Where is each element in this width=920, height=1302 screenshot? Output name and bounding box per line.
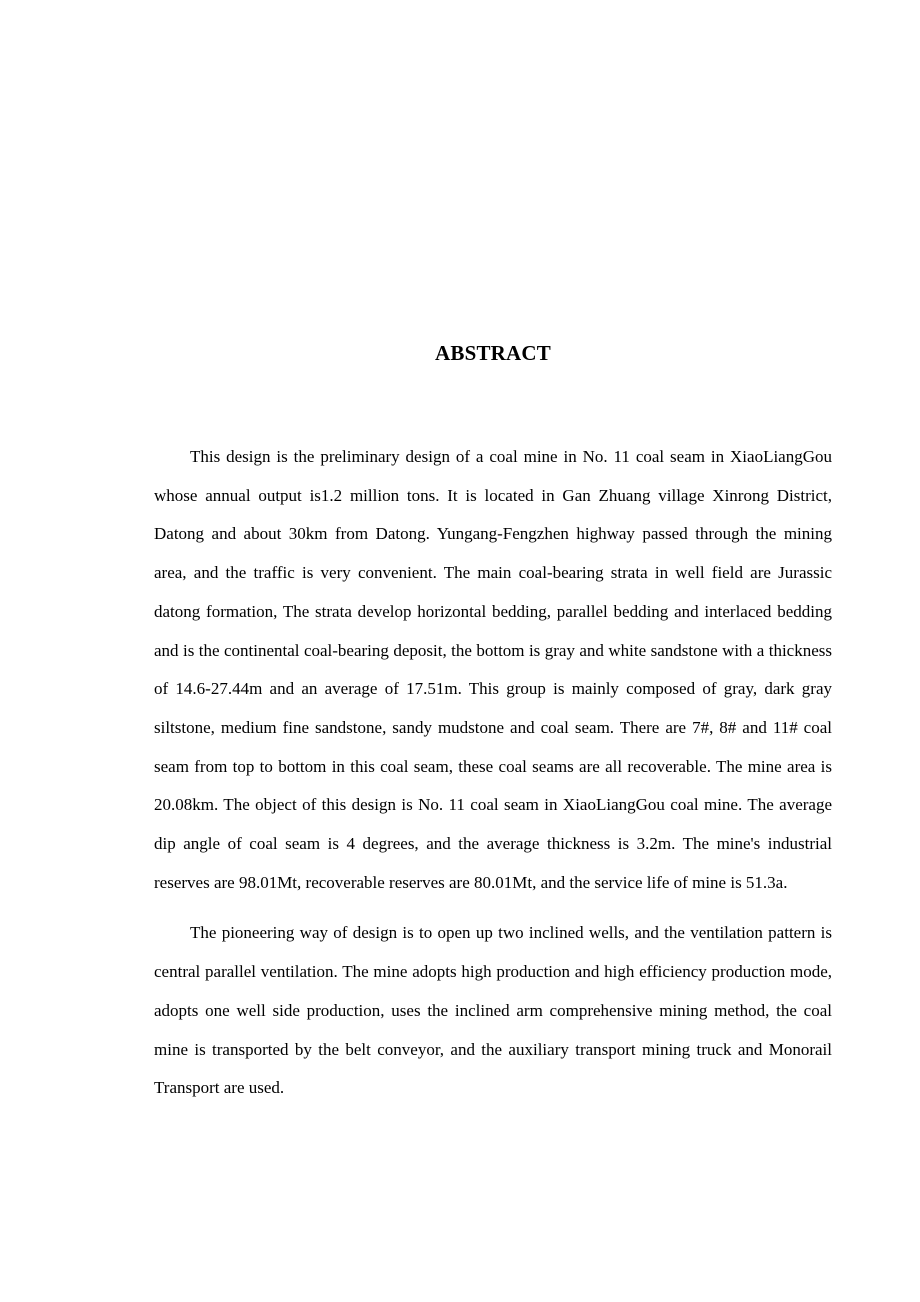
abstract-title: ABSTRACT bbox=[435, 341, 551, 365]
abstract-paragraph-2: The pioneering way of design is to open up two inclined wells, and the ventilation pattern is central parallel ventilation. The mine adopts high production and high efficiency production mode, adopts one well side production, uses the inclined arm comprehensive mining method, the coal mine is transported by the belt conveyor, and the auxiliary transport mining truck and Monorail Transport are used. bbox=[154, 923, 832, 1098]
abstract-body bbox=[154, 438, 832, 1108]
abstract-paragraph-1: This design is the preliminary design of a coal mine in No. 11 coal seam in XiaoLiangGou whose annual output is1.2 million tons. It is located in Gan Zhuang village Xinrong District, Datong and about 30km from Datong. Yungang-Fengzhen highway passed through the mining area, and the traffic is very convenient. The main coal-bearing strata in well field are Jurassic datong formation, The strata develop horizontal bedding, parallel bedding and interlaced bedding and is the continental coal-bearing deposit, the bottom is gray and white sandstone with a thickness of 14.6-27.44m and an average of 17.51m. This group is mainly composed of gray, dark gray siltstone, medium fine sandstone, sandy mudstone and coal seam. There are 7#, 8# and 11# coal seam from top to bottom in this coal seam, these coal seams are all recoverable. The mine area is 20.08km. The object of this design is No. 11 coal seam in XiaoLiangGou coal mine. The average dip angle of coal seam is 4 degrees, and the average thickness is 3.2m. The mine's industrial reserves are 98.01Mt, recoverable reserves are 80.01Mt, and the service life of mine is 51.3a. bbox=[154, 447, 832, 892]
